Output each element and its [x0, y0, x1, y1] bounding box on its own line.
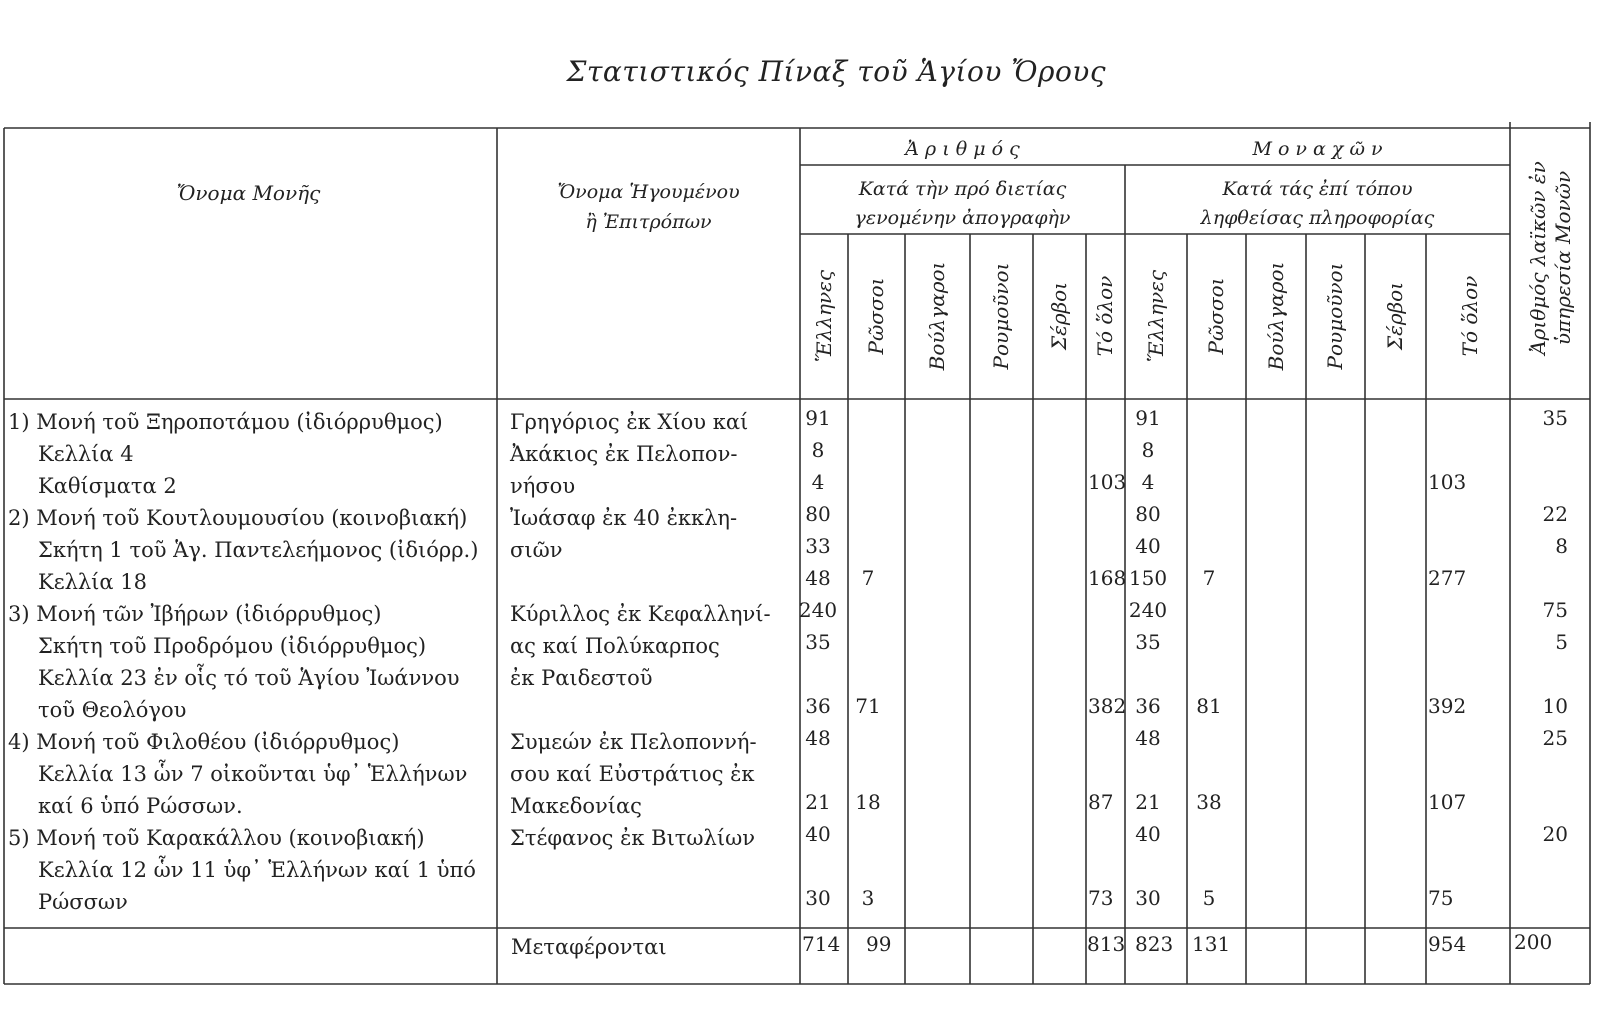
abbot-cell: Ἀκάκιος ἐκ Πελοπον- [510, 442, 738, 466]
footer-russians-2: 131 [1192, 932, 1231, 956]
russians-cell: 71 [855, 694, 881, 718]
total-2-cell: 392 [1428, 694, 1467, 718]
greeks-cell: 80 [805, 502, 831, 526]
header-monks: Μ ο ν α χ ῶ ν [1252, 138, 1383, 160]
russians-2-cell: 81 [1196, 694, 1222, 718]
greeks-cell: 240 [798, 598, 838, 622]
monastery-cell: 4) Μονή τοῦ Φιλοθέου (ἰδιόρρυθμος) [8, 730, 400, 754]
abbot-cell: σου καί Εὐστράτιος ἐκ [510, 762, 755, 786]
abbot-cell: Κύριλλος ἐκ Κεφαλληνί- [510, 602, 771, 626]
monastery-cell: 2) Μονή τοῦ Κουτλουμουσίου (κοινοβιακή) [8, 506, 468, 530]
total-cell: 103 [1088, 470, 1127, 494]
monastery-cell: τοῦ Θεολόγου [38, 698, 187, 722]
footer-label: Μεταφέρονται [511, 935, 667, 959]
greeks-2-cell: 21 [1135, 790, 1161, 814]
greeks-cell: 21 [805, 790, 831, 814]
footer-greeks-2: 823 [1135, 932, 1174, 956]
lay-cell: 22 [1542, 502, 1568, 526]
greeks-cell: 48 [805, 726, 831, 750]
russians-cell: 3 [861, 886, 875, 910]
footer-total: 813 [1087, 932, 1126, 956]
column-header-total: Τό ὅλον [1093, 275, 1117, 357]
greeks-2-cell: 48 [1135, 726, 1161, 750]
footer-russians: 99 [866, 932, 892, 956]
greeks-cell: 30 [805, 886, 831, 910]
header-monastery: Ὄνομα Μονῆς [176, 181, 321, 205]
header-census-line1: Κατά τὴν πρό διετίας [858, 178, 1067, 200]
column-header-romanians: Ρουμοῦνοι [989, 262, 1013, 370]
monastery-cell: Κελλία 13 ὧν 7 οἰκοῦνται ὑφ᾽ Ἑλλήνων [38, 762, 468, 786]
column-header-bulgarians-2: Βούλγαροι [1264, 261, 1288, 371]
total-2-cell: 107 [1428, 790, 1467, 814]
greeks-cell: 91 [805, 406, 831, 430]
column-header-romanians-2: Ρουμοῦνοι [1323, 262, 1347, 370]
monastery-cell: 3) Μονή τῶν Ἰβήρων (ἰδιόρρυθμος) [8, 602, 382, 626]
greeks-2-cell: 8 [1141, 438, 1155, 462]
lay-cell: 25 [1542, 726, 1568, 750]
abbot-cell: νήσου [510, 474, 576, 498]
greeks-cell: 8 [811, 438, 825, 462]
monastery-cell: Καθίσματα 2 [38, 474, 177, 498]
total-2-cell: 75 [1428, 886, 1454, 910]
monastery-cell: Κελλία 4 [38, 442, 134, 466]
header-local-line1: Κατά τάς ἐπί τόπου [1222, 178, 1413, 200]
greeks-2-cell: 4 [1141, 470, 1155, 494]
column-header-serbs: Σέρβοι [1047, 281, 1071, 351]
monastery-cell: Ρώσσων [38, 890, 128, 914]
footer-greeks: 714 [802, 932, 841, 956]
abbot-cell: σιῶν [510, 538, 563, 562]
lay-cell: 5 [1555, 630, 1568, 654]
column-header-greeks-2: Ἕλληνες [1144, 269, 1168, 363]
column-header-russians: Ρῶσσοι [864, 277, 888, 355]
total-cell: 168 [1088, 566, 1127, 590]
monastery-cell: Κελλία 18 [38, 570, 147, 594]
greeks-2-cell: 150 [1128, 566, 1168, 590]
monastery-cell: Κελλία 23 ἐν οἷς τό τοῦ Ἁγίου Ἰωάννου [38, 666, 460, 690]
header-abbot-line2: ἢ Ἐπιτρόπων [585, 211, 712, 233]
lay-cell: 10 [1542, 694, 1568, 718]
abbot-cell: ἐκ Ραιδεστοῦ [510, 666, 653, 690]
monastery-cell: Κελλία 12 ὧν 11 ὑφ᾽ Ἑλλήνων καί 1 ὑπό [38, 858, 476, 882]
abbot-cell: Μακεδονίας [510, 794, 642, 818]
header-census-line2: γενομένην ἀπογραφὴν [854, 207, 1071, 229]
greeks-2-cell: 35 [1135, 630, 1161, 654]
total-cell: 87 [1088, 790, 1114, 814]
header-number: Ἀ ρ ι θ μ ό ς [905, 138, 1020, 160]
russians-cell: 7 [861, 566, 875, 590]
lay-cell: 35 [1542, 406, 1568, 430]
greeks-cell: 40 [805, 822, 831, 846]
footer-total-2: 954 [1428, 932, 1467, 956]
monastery-cell: 1) Μονή τοῦ Ξηροποτάμου (ἰδιόρρυθμος) [8, 410, 443, 434]
column-header-lay-line1: Ἀριθμός λαϊκῶν ἐν [1526, 161, 1550, 355]
monastery-cell: καί 6 ὑπό Ρώσσων. [38, 794, 243, 818]
lay-cell: 8 [1555, 534, 1568, 558]
header-abbot-line1: Ὄνομα Ἡγουμένου [557, 181, 740, 203]
greeks-2-cell: 91 [1135, 406, 1161, 430]
monastery-cell: Σκήτη τοῦ Προδρόμου (ἰδιόρρυθμος) [38, 634, 427, 658]
lay-cell: 75 [1542, 598, 1568, 622]
greeks-cell: 36 [805, 694, 831, 718]
greeks-2-cell: 36 [1135, 694, 1161, 718]
greeks-cell: 48 [805, 566, 831, 590]
column-header-lay-line2: ὑπηρεσία Μονῶν [1551, 170, 1575, 346]
russians-cell: 18 [855, 790, 881, 814]
column-header-greeks: Ἕλληνες [812, 269, 836, 363]
abbot-cell: Ἰωάσαφ ἐκ 40 ἐκκλη- [510, 506, 738, 530]
abbot-cell: Συμεών ἐκ Πελοποννή- [510, 730, 757, 754]
column-header-total-2: Τό ὅλον [1458, 275, 1482, 357]
page-title: Στατιστικός Πίναξ τοῦ Ἁγίου Ὄρους [566, 55, 1106, 88]
monastery-cell: Σκήτη 1 τοῦ Ἁγ. Παντελεήμονος (ἰδιόρρ.) [38, 538, 479, 562]
russians-2-cell: 5 [1202, 886, 1216, 910]
greeks-2-cell: 240 [1128, 598, 1168, 622]
column-header-bulgarians: Βούλγαροι [925, 261, 949, 371]
total-2-cell: 103 [1428, 470, 1467, 494]
column-header-serbs-2: Σέρβοι [1383, 281, 1407, 351]
abbot-cell: Γρηγόριος ἐκ Χίου καί [510, 410, 749, 434]
footer-lay: 200 [1514, 930, 1553, 954]
russians-2-cell: 38 [1196, 790, 1222, 814]
monastery-cell: 5) Μονή τοῦ Καρακάλλου (κοινοβιακή) [8, 826, 425, 850]
header-local-line2: ληφθείσας πληροφορίας [1200, 207, 1435, 229]
greeks-cell: 33 [805, 534, 831, 558]
column-header-russians-2: Ρῶσσοι [1204, 277, 1228, 355]
greeks-2-cell: 40 [1135, 822, 1161, 846]
total-2-cell: 277 [1428, 566, 1467, 590]
abbot-cell: ας καί Πολύκαρπος [510, 634, 720, 658]
greeks-2-cell: 80 [1135, 502, 1161, 526]
russians-2-cell: 7 [1202, 566, 1216, 590]
greeks-2-cell: 40 [1135, 534, 1161, 558]
total-cell: 382 [1088, 694, 1127, 718]
lay-cell: 20 [1542, 822, 1568, 846]
total-cell: 73 [1088, 886, 1114, 910]
greeks-cell: 4 [811, 470, 825, 494]
abbot-cell: Στέφανος ἐκ Βιτωλίων [510, 826, 755, 850]
greeks-cell: 35 [805, 630, 831, 654]
greeks-2-cell: 30 [1135, 886, 1161, 910]
